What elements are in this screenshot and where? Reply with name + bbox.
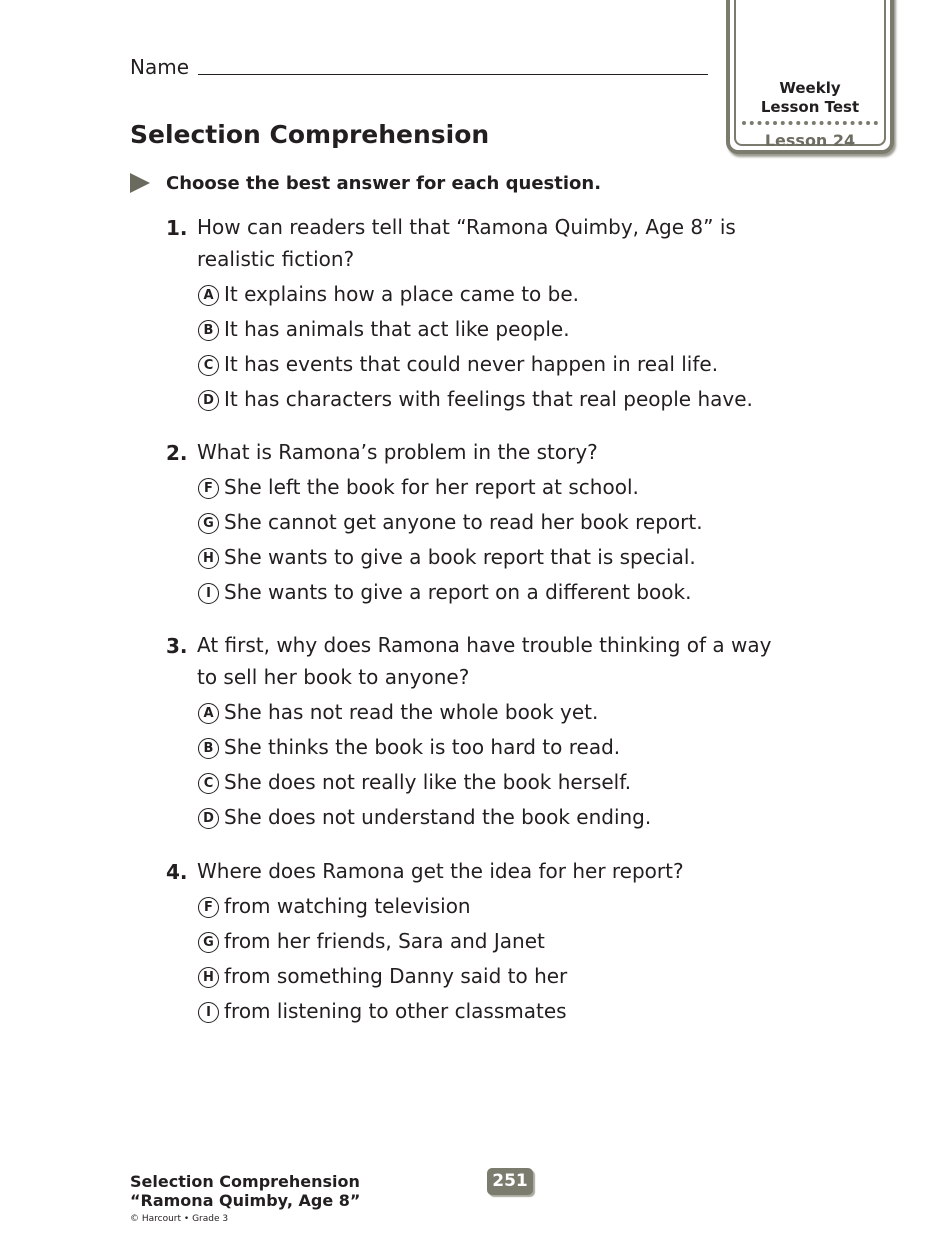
answer-option[interactable] [198,510,703,536]
instructions: Choose the best answer for each question. [166,173,602,194]
answer-bubble[interactable]: B [198,320,219,341]
question-number: 2. [166,441,188,465]
lesson-badge-divider [742,121,878,125]
answer-option[interactable] [198,929,545,955]
lesson-badge-line1: Weekly [779,79,841,97]
answer-text: from watching television [224,894,471,918]
copyright: © Harcourt • Grade 3 [130,1214,229,1224]
answer-bubble[interactable]: G [198,932,219,953]
answer-option[interactable] [198,317,570,343]
answer-text: It explains how a place came to be. [224,282,579,306]
answer-option[interactable] [198,999,567,1025]
name-line[interactable] [198,74,708,75]
question-text: What is Ramona’s problem in the story? [197,440,598,464]
answer-text: She left the book for her report at school. [224,475,639,499]
question-number: 4. [166,860,188,884]
question-text: How can readers tell that “Ramona Quimby, Age 8” is realistic fiction? [197,215,736,271]
answer-bubble[interactable]: B [198,738,219,759]
answer-text: She has not read the whole book yet. [224,700,599,724]
answer-text: She thinks the book is too hard to read. [224,735,621,759]
answer-option[interactable] [198,700,598,726]
page-number: 251 [487,1168,533,1195]
lesson-badge-lesson: Lesson 24 [764,131,856,150]
answer-bubble[interactable]: D [198,808,219,829]
question-text: Where does Ramona get the idea for her report? [197,859,684,883]
answer-option[interactable] [198,964,567,990]
answer-option[interactable] [198,770,631,796]
answer-text: She does not understand the book ending. [224,805,652,829]
question-number: 1. [166,216,188,240]
footer-line1: Selection Comprehension [130,1172,360,1191]
answer-option[interactable] [198,894,471,920]
question-number: 3. [166,634,188,658]
answer-bubble[interactable]: A [198,285,219,306]
answer-text: She wants to give a report on a different book. [224,580,692,604]
answer-bubble[interactable]: G [198,513,219,534]
answer-bubble[interactable]: F [198,897,219,918]
answer-option[interactable] [198,580,691,606]
answer-bubble[interactable]: C [198,773,219,794]
arrow-icon [130,173,150,193]
answer-text: It has events that could never happen in real life. [224,352,719,376]
answer-text: It has animals that act like people. [224,317,570,341]
answer-option[interactable] [198,282,579,308]
answer-bubble[interactable]: D [198,390,219,411]
footer-line2: “Ramona Quimby, Age 8” [130,1191,361,1210]
question-text: At first, why does Ramona have trouble thinking of a way to sell her book to anyone? [197,633,772,689]
answer-text: It has characters with feelings that real people have. [224,387,753,411]
lesson-badge-line2: Lesson Test [760,98,860,116]
answer-bubble[interactable]: H [198,548,219,569]
answer-text: from something Danny said to her [224,964,568,988]
answer-bubble[interactable]: I [198,1002,219,1023]
answer-option[interactable] [198,545,696,571]
answer-bubble[interactable]: C [198,355,219,376]
answer-text: She does not really like the book herself. [224,770,632,794]
answer-text: from her friends, Sara and Janet [224,929,545,953]
name-label: Name [130,55,190,79]
answer-bubble[interactable]: A [198,703,219,724]
answer-option[interactable] [198,805,651,831]
answer-text: She cannot get anyone to read her book report. [224,510,703,534]
answer-option[interactable] [198,352,718,378]
footer-title [130,1172,360,1210]
lesson-badge [726,0,894,154]
answer-bubble[interactable]: I [198,583,219,604]
answer-option[interactable] [198,735,620,761]
answer-option[interactable] [198,387,753,413]
lesson-badge-title [730,79,890,117]
answer-option[interactable] [198,475,639,501]
answer-text: She wants to give a book report that is special. [224,545,696,569]
page-title: Selection Comprehension [130,120,490,149]
answer-bubble[interactable]: F [198,478,219,499]
answer-bubble[interactable]: H [198,967,219,988]
answer-text: from listening to other classmates [224,999,567,1023]
